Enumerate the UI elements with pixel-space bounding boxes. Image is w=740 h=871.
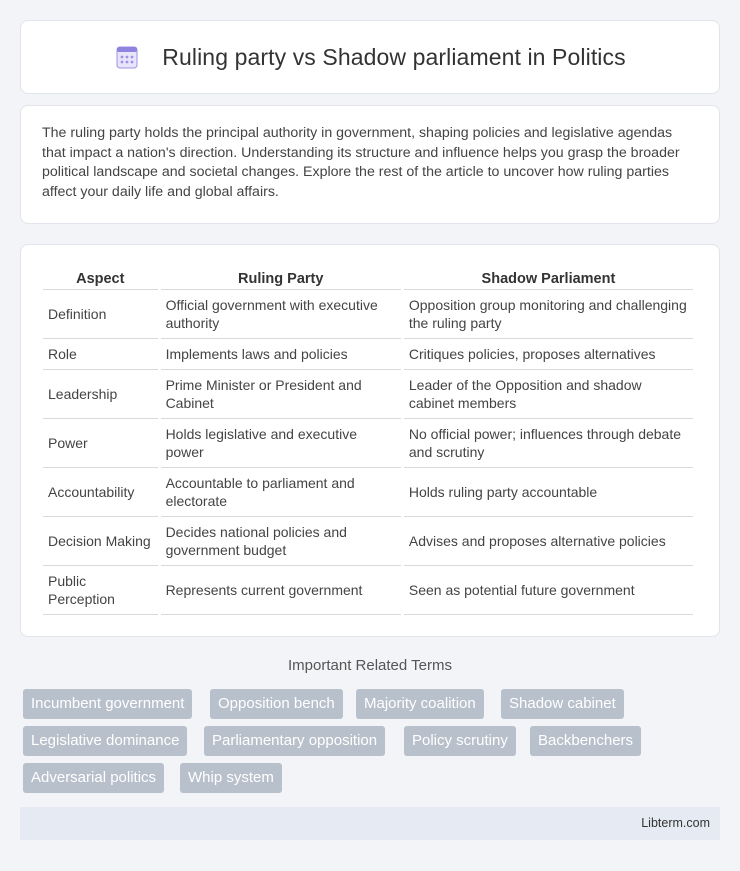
cell-ruling-party: Decides national policies and government budget [161, 517, 401, 566]
cell-shadow-parliament: No official power; influences through debate and scrutiny [404, 419, 693, 468]
related-terms-title: Important Related Terms [288, 657, 452, 674]
title-card [20, 20, 720, 94]
table-row [43, 468, 693, 517]
cell-shadow-parliament: Leader of the Opposition and shadow cabinet members [404, 370, 693, 419]
cell-aspect: Role [43, 339, 158, 370]
cell-aspect: Power [43, 419, 158, 468]
cell-shadow-parliament: Opposition group monitoring and challenging the ruling party [404, 290, 693, 339]
term-tag[interactable]: Adversarial politics [23, 763, 164, 793]
header-ruling-party: Ruling Party [161, 265, 401, 290]
table-row [43, 339, 693, 370]
table-row [43, 419, 693, 468]
comparison-table [40, 265, 696, 615]
cell-shadow-parliament: Critiques policies, proposes alternatives [404, 339, 693, 370]
term-tag[interactable]: Legislative dominance [23, 726, 187, 756]
term-tag[interactable]: Whip system [180, 763, 282, 793]
intro-card [20, 105, 720, 224]
term-tag[interactable]: Incumbent government [23, 689, 192, 719]
cell-shadow-parliament: Holds ruling party accountable [404, 468, 693, 517]
footer-site-link[interactable]: Libterm.com [641, 816, 710, 830]
term-tag[interactable]: Parliamentary opposition [204, 726, 385, 756]
cell-aspect: Definition [43, 290, 158, 339]
cell-ruling-party: Represents current government [161, 566, 401, 615]
cell-ruling-party: Accountable to parliament and electorate [161, 468, 401, 517]
cell-ruling-party: Holds legislative and executive power [161, 419, 401, 468]
cell-ruling-party: Implements laws and policies [161, 339, 401, 370]
table-header-row [43, 265, 693, 290]
table-row [43, 517, 693, 566]
page-title: Ruling party vs Shadow parliament in Politics [162, 43, 626, 70]
table-row [43, 566, 693, 615]
term-tag[interactable]: Backbenchers [530, 726, 641, 756]
cell-shadow-parliament: Advises and proposes alternative policies [404, 517, 693, 566]
table-row [43, 370, 693, 419]
header-shadow-parliament: Shadow Parliament [404, 265, 693, 290]
document-icon [114, 44, 140, 70]
term-tag[interactable]: Policy scrutiny [404, 726, 516, 756]
cell-aspect: Accountability [43, 468, 158, 517]
term-tag[interactable]: Opposition bench [210, 689, 343, 719]
cell-aspect: Decision Making [43, 517, 158, 566]
term-tag[interactable]: Shadow cabinet [501, 689, 624, 719]
comparison-card [20, 244, 720, 637]
header-aspect: Aspect [43, 265, 158, 290]
cell-ruling-party: Official government with executive authority [161, 290, 401, 339]
term-tag[interactable]: Majority coalition [356, 689, 484, 719]
cell-ruling-party: Prime Minister or President and Cabinet [161, 370, 401, 419]
cell-aspect: Public Perception [43, 566, 158, 615]
cell-shadow-parliament: Seen as potential future government [404, 566, 693, 615]
cell-aspect: Leadership [43, 370, 158, 419]
footer [20, 807, 720, 840]
table-row [43, 290, 693, 339]
intro-text: The ruling party holds the principal authority in government, shaping policies and legislative agendas that impact a nation's direction. Understanding its structure and influence helps you grasp the broader political landscape and societal changes. Explore the rest of the article to uncover how ruling parties affect your daily life and global affairs. [42, 125, 680, 200]
